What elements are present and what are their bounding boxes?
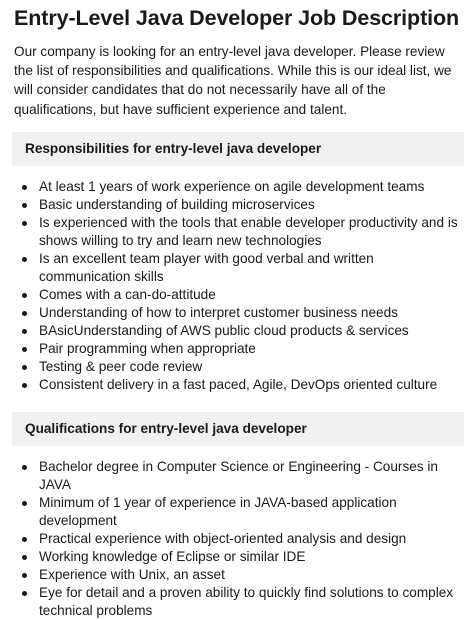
list-item-text: Basic understanding of building microservices <box>39 196 315 212</box>
list-item <box>12 584 464 620</box>
bullet-icon <box>22 329 27 334</box>
bullet-icon <box>22 221 27 226</box>
list-item-text: At least 1 years of work experience on agile development teams <box>39 178 425 194</box>
bullet-icon <box>22 293 27 298</box>
list-item <box>12 340 464 358</box>
page-title: Entry-Level Java Developer Job Description <box>14 6 460 30</box>
list-item-text: Is an excellent team player with good verbal and written communication skills <box>39 250 374 284</box>
list-item-text: Consistent delivery in a fast paced, Agile, DevOps oriented culture <box>39 376 438 392</box>
list-item-text: Working knowledge of Eclipse or similar IDE <box>39 548 306 564</box>
bullet-icon <box>22 383 27 388</box>
list-item <box>12 214 464 250</box>
list-item <box>12 322 464 340</box>
list-item <box>12 196 464 214</box>
list-item <box>12 566 464 584</box>
list-item-text: BAsicUnderstanding of AWS public cloud products & services <box>39 322 409 338</box>
list-item <box>12 250 464 286</box>
bullet-icon <box>22 185 27 190</box>
list-item-text: Practical experience with object-oriented analysis and design <box>39 530 407 546</box>
list-item <box>12 530 464 548</box>
list-item <box>12 178 464 196</box>
qualifications-list <box>12 458 464 620</box>
responsibilities-list <box>12 178 464 394</box>
list-item-text: Comes with a can-do-attitude <box>39 286 216 302</box>
bullet-icon <box>22 365 27 370</box>
responsibilities-heading: Responsibilities for entry-level java developer <box>12 132 464 166</box>
list-item-text: Is experienced with the tools that enable developer productivity and is shows willing to try and learn new technologies <box>39 214 458 248</box>
bullet-icon <box>22 573 27 578</box>
list-item <box>12 548 464 566</box>
list-item-text: Testing & peer code review <box>39 358 203 374</box>
list-item-text: Minimum of 1 year of experience in JAVA-based application development <box>39 494 397 528</box>
qualifications-heading: Qualifications for entry-level java developer <box>12 412 464 446</box>
bullet-icon <box>22 257 27 262</box>
bullet-icon <box>22 591 27 596</box>
list-item-text: Eye for detail and a proven ability to quickly find solutions to complex technical problems <box>39 584 454 618</box>
list-item <box>12 304 464 322</box>
list-item <box>12 286 464 304</box>
bullet-icon <box>22 347 27 352</box>
list-item <box>12 458 464 494</box>
list-item-text: Experience with Unix, an asset <box>39 566 225 582</box>
list-item-text: Understanding of how to interpret customer business needs <box>39 304 398 320</box>
bullet-icon <box>22 555 27 560</box>
list-item <box>12 494 464 530</box>
intro-paragraph: Our company is looking for an entry-level java developer. Please review the list of responsibilities and qualifications. While this is our ideal list, we will consider candidates that do not necessarily have all of the qualifications, but have sufficient experience and talent. <box>14 44 452 117</box>
list-item-text: Bachelor degree in Computer Science or Engineering - Courses in JAVA <box>39 458 438 492</box>
job-description-page <box>12 0 464 620</box>
bullet-icon <box>22 203 27 208</box>
bullet-icon <box>22 465 27 470</box>
list-item <box>12 358 464 376</box>
bullet-icon <box>22 537 27 542</box>
bullet-icon <box>22 311 27 316</box>
list-item <box>12 376 464 394</box>
list-item-text: Pair programming when appropriate <box>39 340 256 356</box>
bullet-icon <box>22 501 27 506</box>
